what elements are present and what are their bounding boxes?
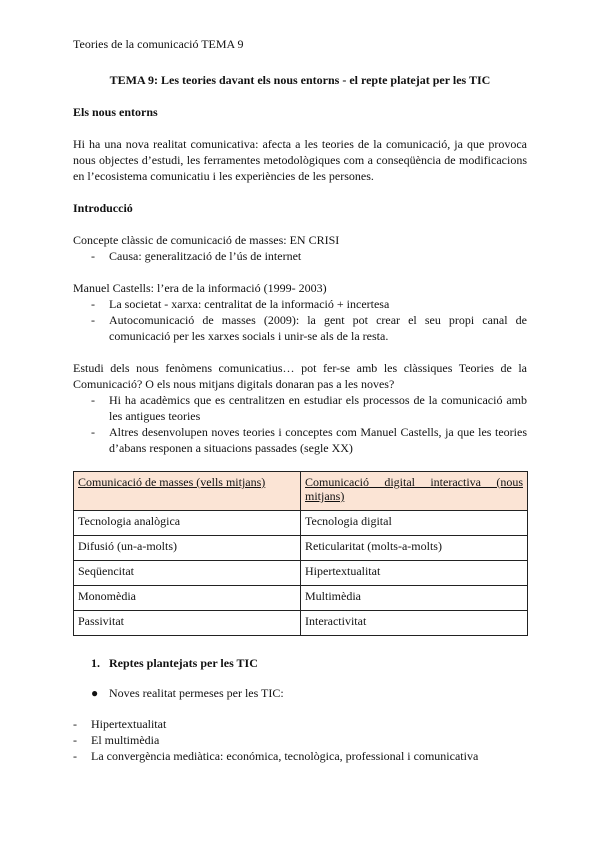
table-cell: Difusió (un-a-molts) xyxy=(74,536,301,561)
table-row xyxy=(74,586,528,611)
list-item: - El multimèdia xyxy=(91,732,527,748)
document-title: TEMA 9: Les teories davant els nous entorns - el repte platejat per les TIC xyxy=(109,73,491,87)
table-cell: Multimèdia xyxy=(301,586,528,611)
list-item: - Autocomunicació de masses (2009): la gent pot crear el seu propi canal de comunicació per les xarxes socials i unir-se als de la resta. xyxy=(109,312,527,344)
table-cell: Monomèdia xyxy=(74,586,301,611)
page-header: Teories de la comunicació TEMA 9 xyxy=(73,37,244,51)
concept-line: Concepte clàssic de comunicació de masses: EN CRISI xyxy=(73,233,340,247)
list-item: - Hi ha acadèmics que es centralitzen en estudiar els processos de la comunicació amb les antigues teories xyxy=(109,392,527,424)
list-item: - La convergència mediàtica: económica, tecnològica, professional i comunicativa xyxy=(91,748,527,764)
table-header-cell: Comunicació digital interactiva (nous mitjans) xyxy=(301,472,528,511)
list-item: - La societat - xarxa: centralitat de la informació + incertesa xyxy=(109,296,527,312)
table-row xyxy=(74,511,528,536)
list-item: - Causa: generalització de l’ús de internet xyxy=(109,248,527,264)
table-cell: Tecnologia digital xyxy=(301,511,528,536)
list-item: - Hipertextualitat xyxy=(91,716,527,732)
tic-list xyxy=(73,716,527,764)
estudi-block xyxy=(73,360,527,456)
bullet-icon: ● xyxy=(91,686,99,700)
table-header-cell: Comunicació de masses (vells mitjans) xyxy=(74,472,301,511)
castells-block xyxy=(73,280,527,344)
heading-text: Reptes plantejats per les TIC xyxy=(109,656,258,670)
table-cell: Interactivitat xyxy=(301,611,528,636)
table-header-row xyxy=(74,472,528,511)
list-item: - Altres desenvolupen noves teories i conceptes com Manuel Castells, ja que les teories d’abans responen a situacions passades (segle XX) xyxy=(109,424,527,456)
table-cell: Tecnologia analògica xyxy=(74,511,301,536)
intro-block xyxy=(73,232,527,264)
comparison-table xyxy=(73,471,528,636)
table-cell: Reticularitat (molts-a-molts) xyxy=(301,536,528,561)
table-row xyxy=(74,561,528,586)
table-cell: Seqüencitat xyxy=(74,561,301,586)
paragraph-nous-entorns: Hi ha una nova realitat comunicativa: afecta a les teories de la comunicació, ja que provoca nous objectes d’estudi, les ferramentes metodològiques com a conseqüència de modificacions en l’ecosistema comunicatiu i les experiències de les persones. xyxy=(73,137,527,183)
table-cell: Passivitat xyxy=(74,611,301,636)
section-heading-reptes xyxy=(91,655,545,671)
bullet-text: Noves realitat permeses per les TIC: xyxy=(109,686,284,700)
heading-number: 1. xyxy=(91,656,100,670)
bullet-line xyxy=(91,685,545,701)
section-heading-introduccio: Introducció xyxy=(73,201,133,215)
table-row xyxy=(74,611,528,636)
table-cell: Hipertextualitat xyxy=(301,561,528,586)
estudi-paragraph: Estudi dels nous fenòmens comunicatius… pot fer-se amb les clàssiques Teories de la Comunicació? O els nous mitjans digitals donaran pas a les noves? xyxy=(73,361,527,391)
castells-line: Manuel Castells: l’era de la informació (1999- 2003) xyxy=(73,281,327,295)
table-row xyxy=(74,536,528,561)
section-heading-nous-entorns: Els nous entorns xyxy=(73,105,158,119)
